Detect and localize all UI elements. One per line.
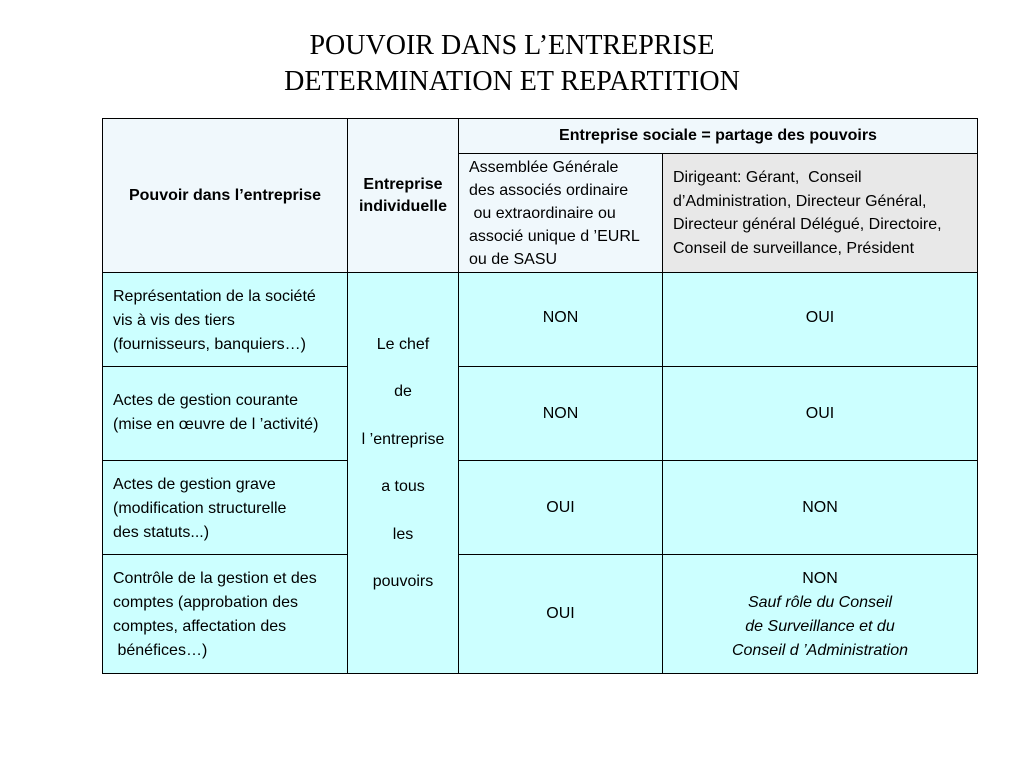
row-label-representation: Représentation de la société vis à vis des tiers (fournisseurs, banquiers…) bbox=[102, 272, 348, 367]
cell-manager-current-management: OUI bbox=[662, 366, 978, 461]
header-individual: Entreprise individuelle bbox=[347, 118, 459, 273]
title-line-1: POUVOIR DANS L’ENTREPRISE bbox=[309, 30, 715, 61]
cell-manager-representation: OUI bbox=[662, 272, 978, 367]
cell-manager-control-note: Sauf rôle du Conseil de Surveillance et du Conseil d ’Administration bbox=[731, 594, 909, 659]
page-title bbox=[0, 28, 1024, 100]
row-label-control: Contrôle de la gestion et des comptes (approbation des comptes, affectation des bénéfices…) bbox=[102, 554, 348, 674]
cell-assembly-current-management: NON bbox=[458, 366, 663, 461]
header-power: Pouvoir dans l’entreprise bbox=[102, 118, 348, 273]
header-social-group: Entreprise sociale = partage des pouvoirs bbox=[458, 118, 978, 154]
row-label-current-management: Actes de gestion courante (mise en œuvre de l ’activité) bbox=[102, 366, 348, 461]
title-line-2: DETERMINATION ET REPARTITION bbox=[284, 66, 740, 97]
individual-all-powers: Le chef de l ’entreprise a tous les pouvoirs bbox=[347, 272, 459, 674]
cell-assembly-serious-management: OUI bbox=[458, 460, 663, 555]
cell-manager-serious-management: NON bbox=[662, 460, 978, 555]
header-assembly: Assemblée Générale des associés ordinaire ou extraordinaire ou associé unique d ’EURL ou de SASU bbox=[458, 153, 663, 273]
cell-manager-control-value: NON bbox=[802, 570, 838, 587]
power-table bbox=[102, 118, 978, 674]
cell-assembly-representation: NON bbox=[458, 272, 663, 367]
cell-assembly-control: OUI bbox=[458, 554, 663, 674]
row-label-serious-management: Actes de gestion grave (modification structurelle des statuts...) bbox=[102, 460, 348, 555]
cell-manager-control bbox=[662, 554, 978, 674]
header-manager: Dirigeant: Gérant, Conseil d’Administration, Directeur Général, Directeur général Délégué, Directoire, Conseil de surveillance, Président bbox=[662, 153, 978, 273]
